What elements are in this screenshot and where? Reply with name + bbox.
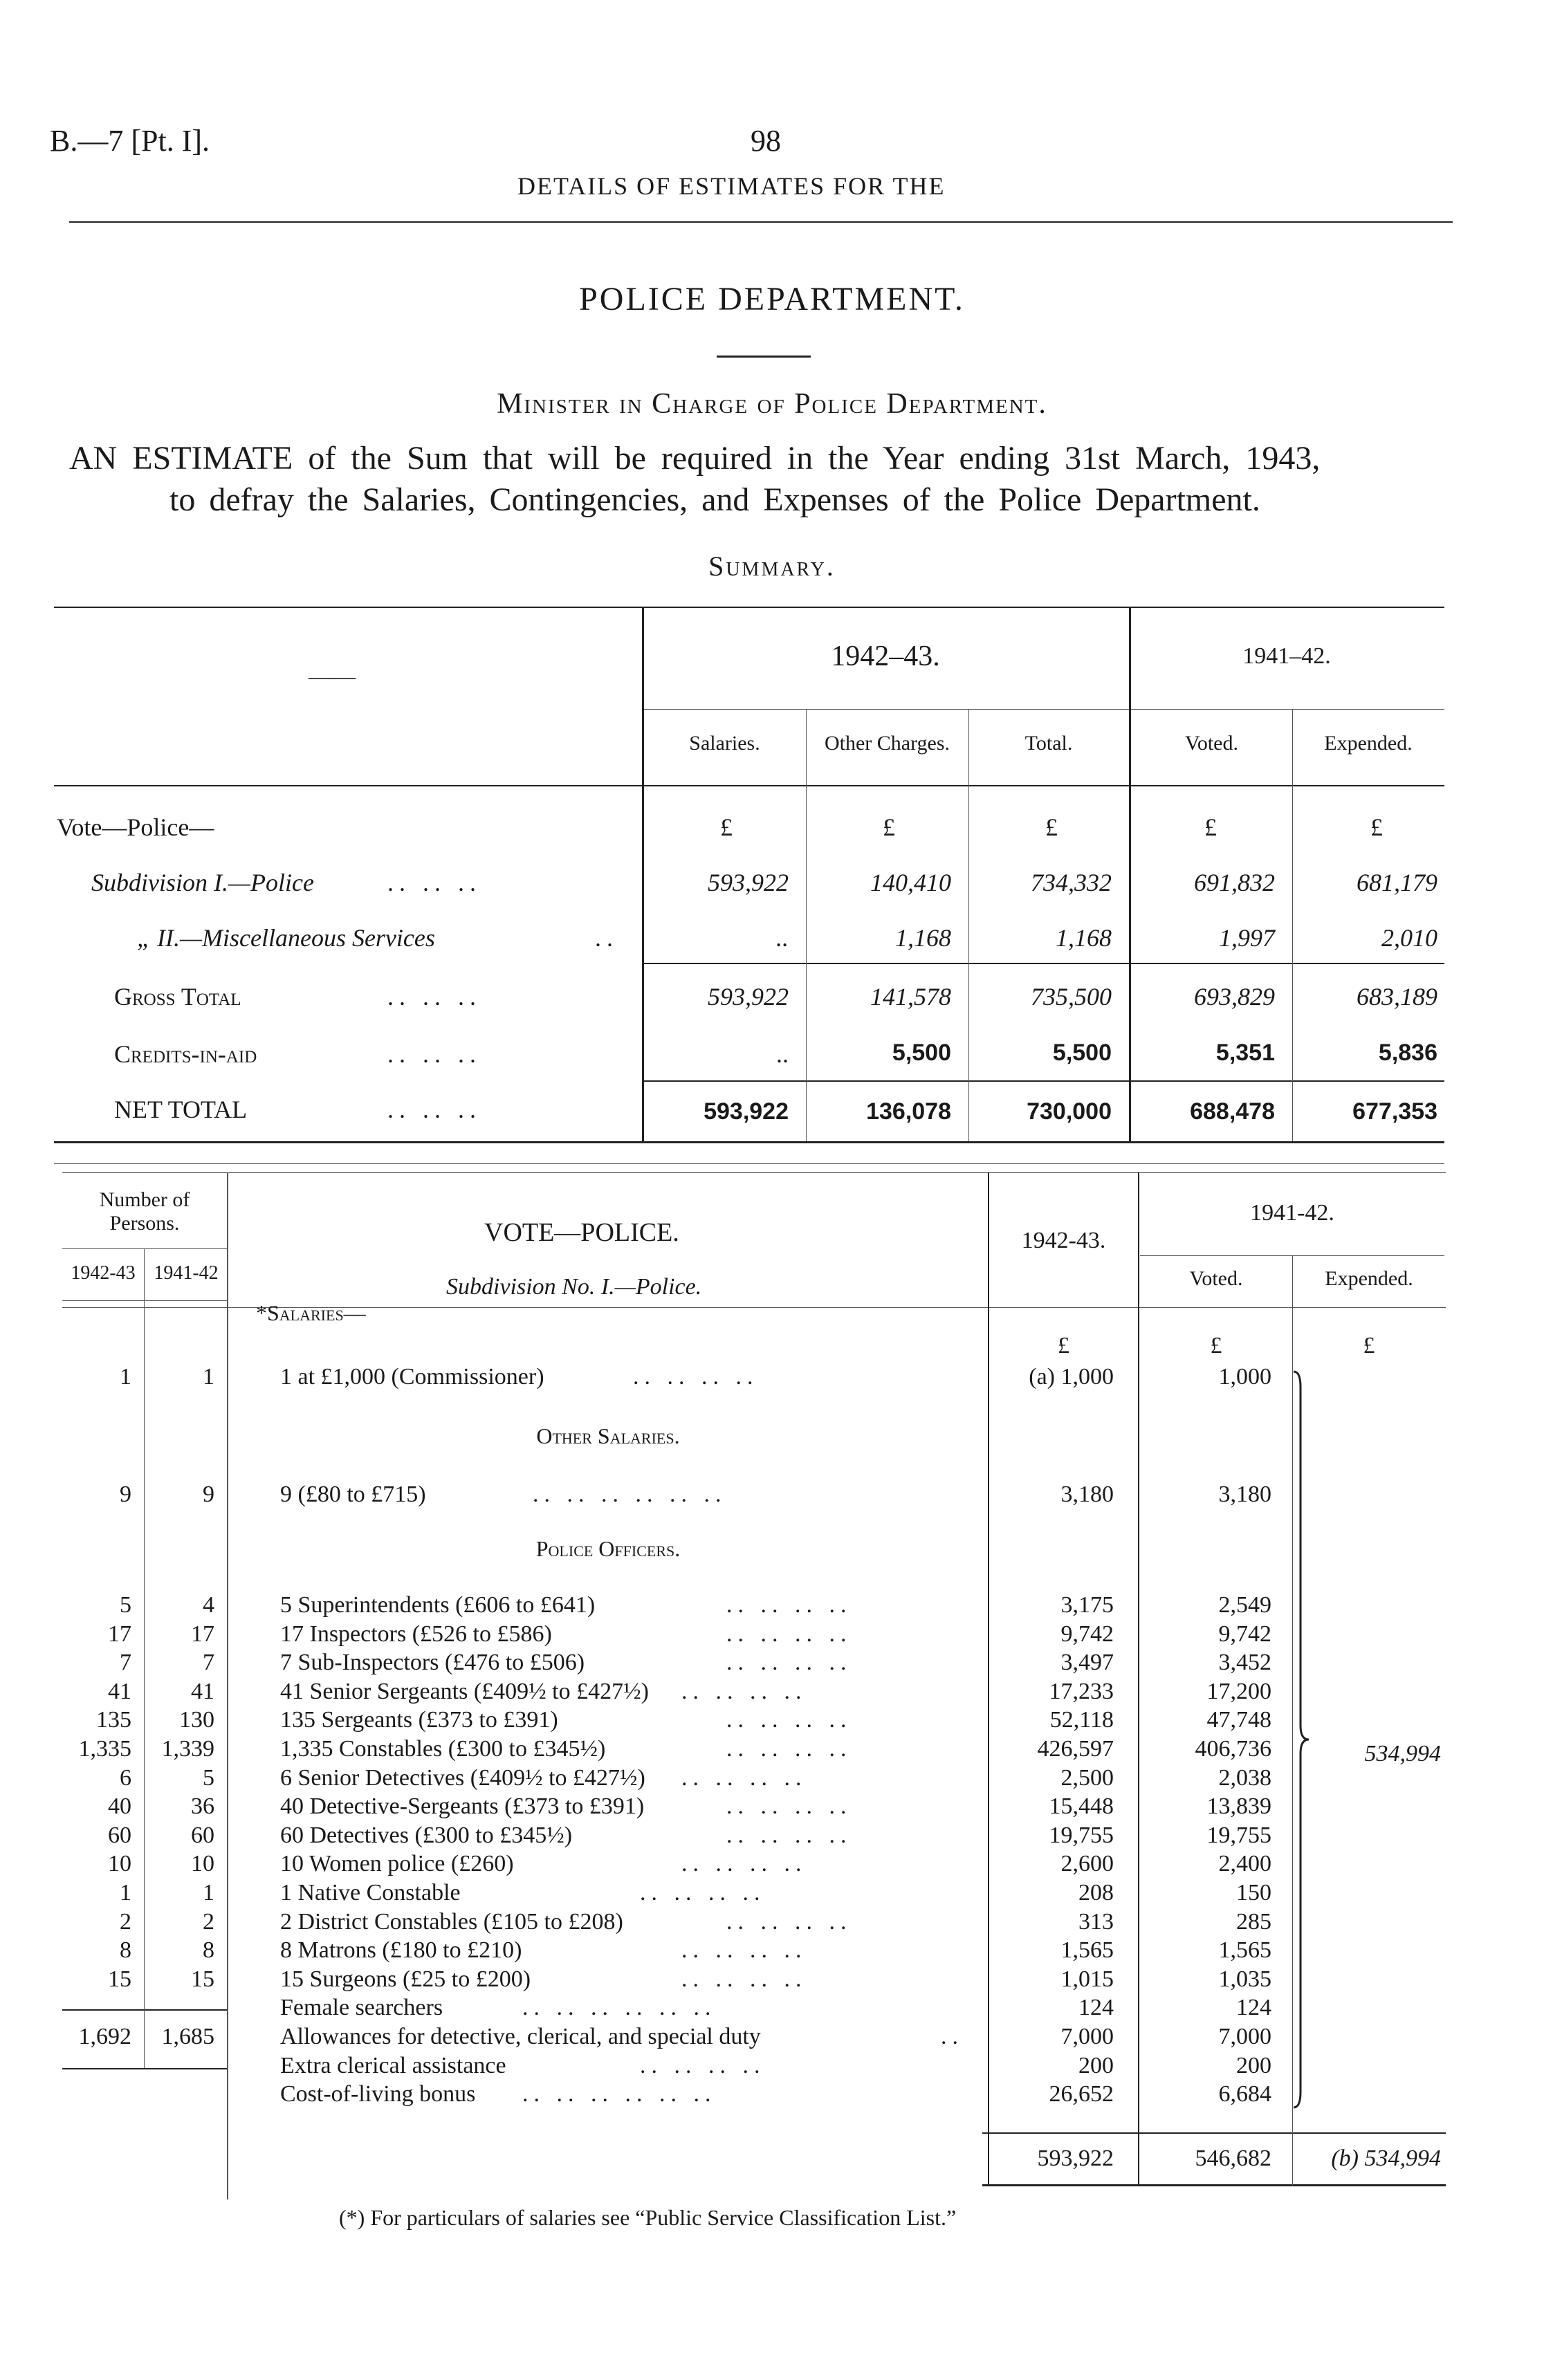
page-reference: B.—7 [Pt. I]. (50, 124, 210, 158)
header-rule (69, 221, 1453, 223)
other-salaries-heading: Other Salaries. (536, 1423, 680, 1448)
vote-year-current: 1942-43. (1021, 1228, 1106, 1253)
col-expended: Expended. (1325, 1267, 1413, 1290)
currency-symbol: £ (1370, 813, 1383, 841)
currency-symbol: £ (1058, 1333, 1069, 1358)
col-voted: Voted. (1189, 1267, 1243, 1290)
estimate-text-line-2: to defray the Salaries, Contingencies, and Expenses of the Police Department. (169, 481, 1260, 518)
vote-label: Vote—Police— (57, 813, 214, 841)
police-officers-heading: Police Officers. (535, 1536, 681, 1561)
subdivision-title: Subdivision No. I.—Police. (446, 1274, 702, 1300)
currency-symbol: £ (1363, 1333, 1375, 1358)
col-expended: Expended. (1324, 732, 1413, 755)
expended-bracket-value: 534,994 (1364, 1741, 1441, 1766)
currency-symbol: £ (1204, 813, 1217, 841)
summary-year-current: 1942–43. (831, 640, 940, 672)
running-title: DETAILS OF ESTIMATES FOR THE (517, 172, 946, 200)
currency-symbol: £ (1210, 1333, 1222, 1358)
page-title: POLICE DEPARTMENT. (579, 281, 965, 317)
col-voted: Voted. (1185, 732, 1238, 755)
vote-title: VOTE—POLICE. (484, 1218, 679, 1247)
col-other-charges: Other Charges. (824, 732, 950, 755)
currency-symbol: £ (883, 813, 895, 841)
salaries-label: *Salaries— (256, 1300, 366, 1325)
footnote: (*) For particulars of salaries see “Public Service Classification List.” (339, 2205, 957, 2230)
persons-year-current: 1942-43 (71, 1262, 136, 1284)
title-dash (717, 356, 811, 358)
col-salaries: Salaries. (689, 732, 760, 755)
vote-year-prior: 1941-42. (1250, 1200, 1334, 1226)
summary-title: Summary. (708, 551, 836, 582)
currency-symbol: £ (1045, 813, 1058, 841)
currency-symbol: £ (720, 813, 733, 841)
persons-year-prior: 1941-42 (154, 1262, 219, 1284)
summary-year-prior: 1941–42. (1242, 643, 1331, 669)
col-total: Total. (1024, 732, 1073, 755)
page-number: 98 (751, 124, 781, 158)
persons-header: Number of Persons. (99, 1188, 190, 1235)
estimate-text-line-1: AN ESTIMATE of the Sum that will be required in the Year ending 31st March, 1943, (69, 440, 1321, 477)
minister-line: Minister in Charge of Police Department. (497, 388, 1047, 420)
summary-stub-dash: —— (309, 664, 356, 690)
